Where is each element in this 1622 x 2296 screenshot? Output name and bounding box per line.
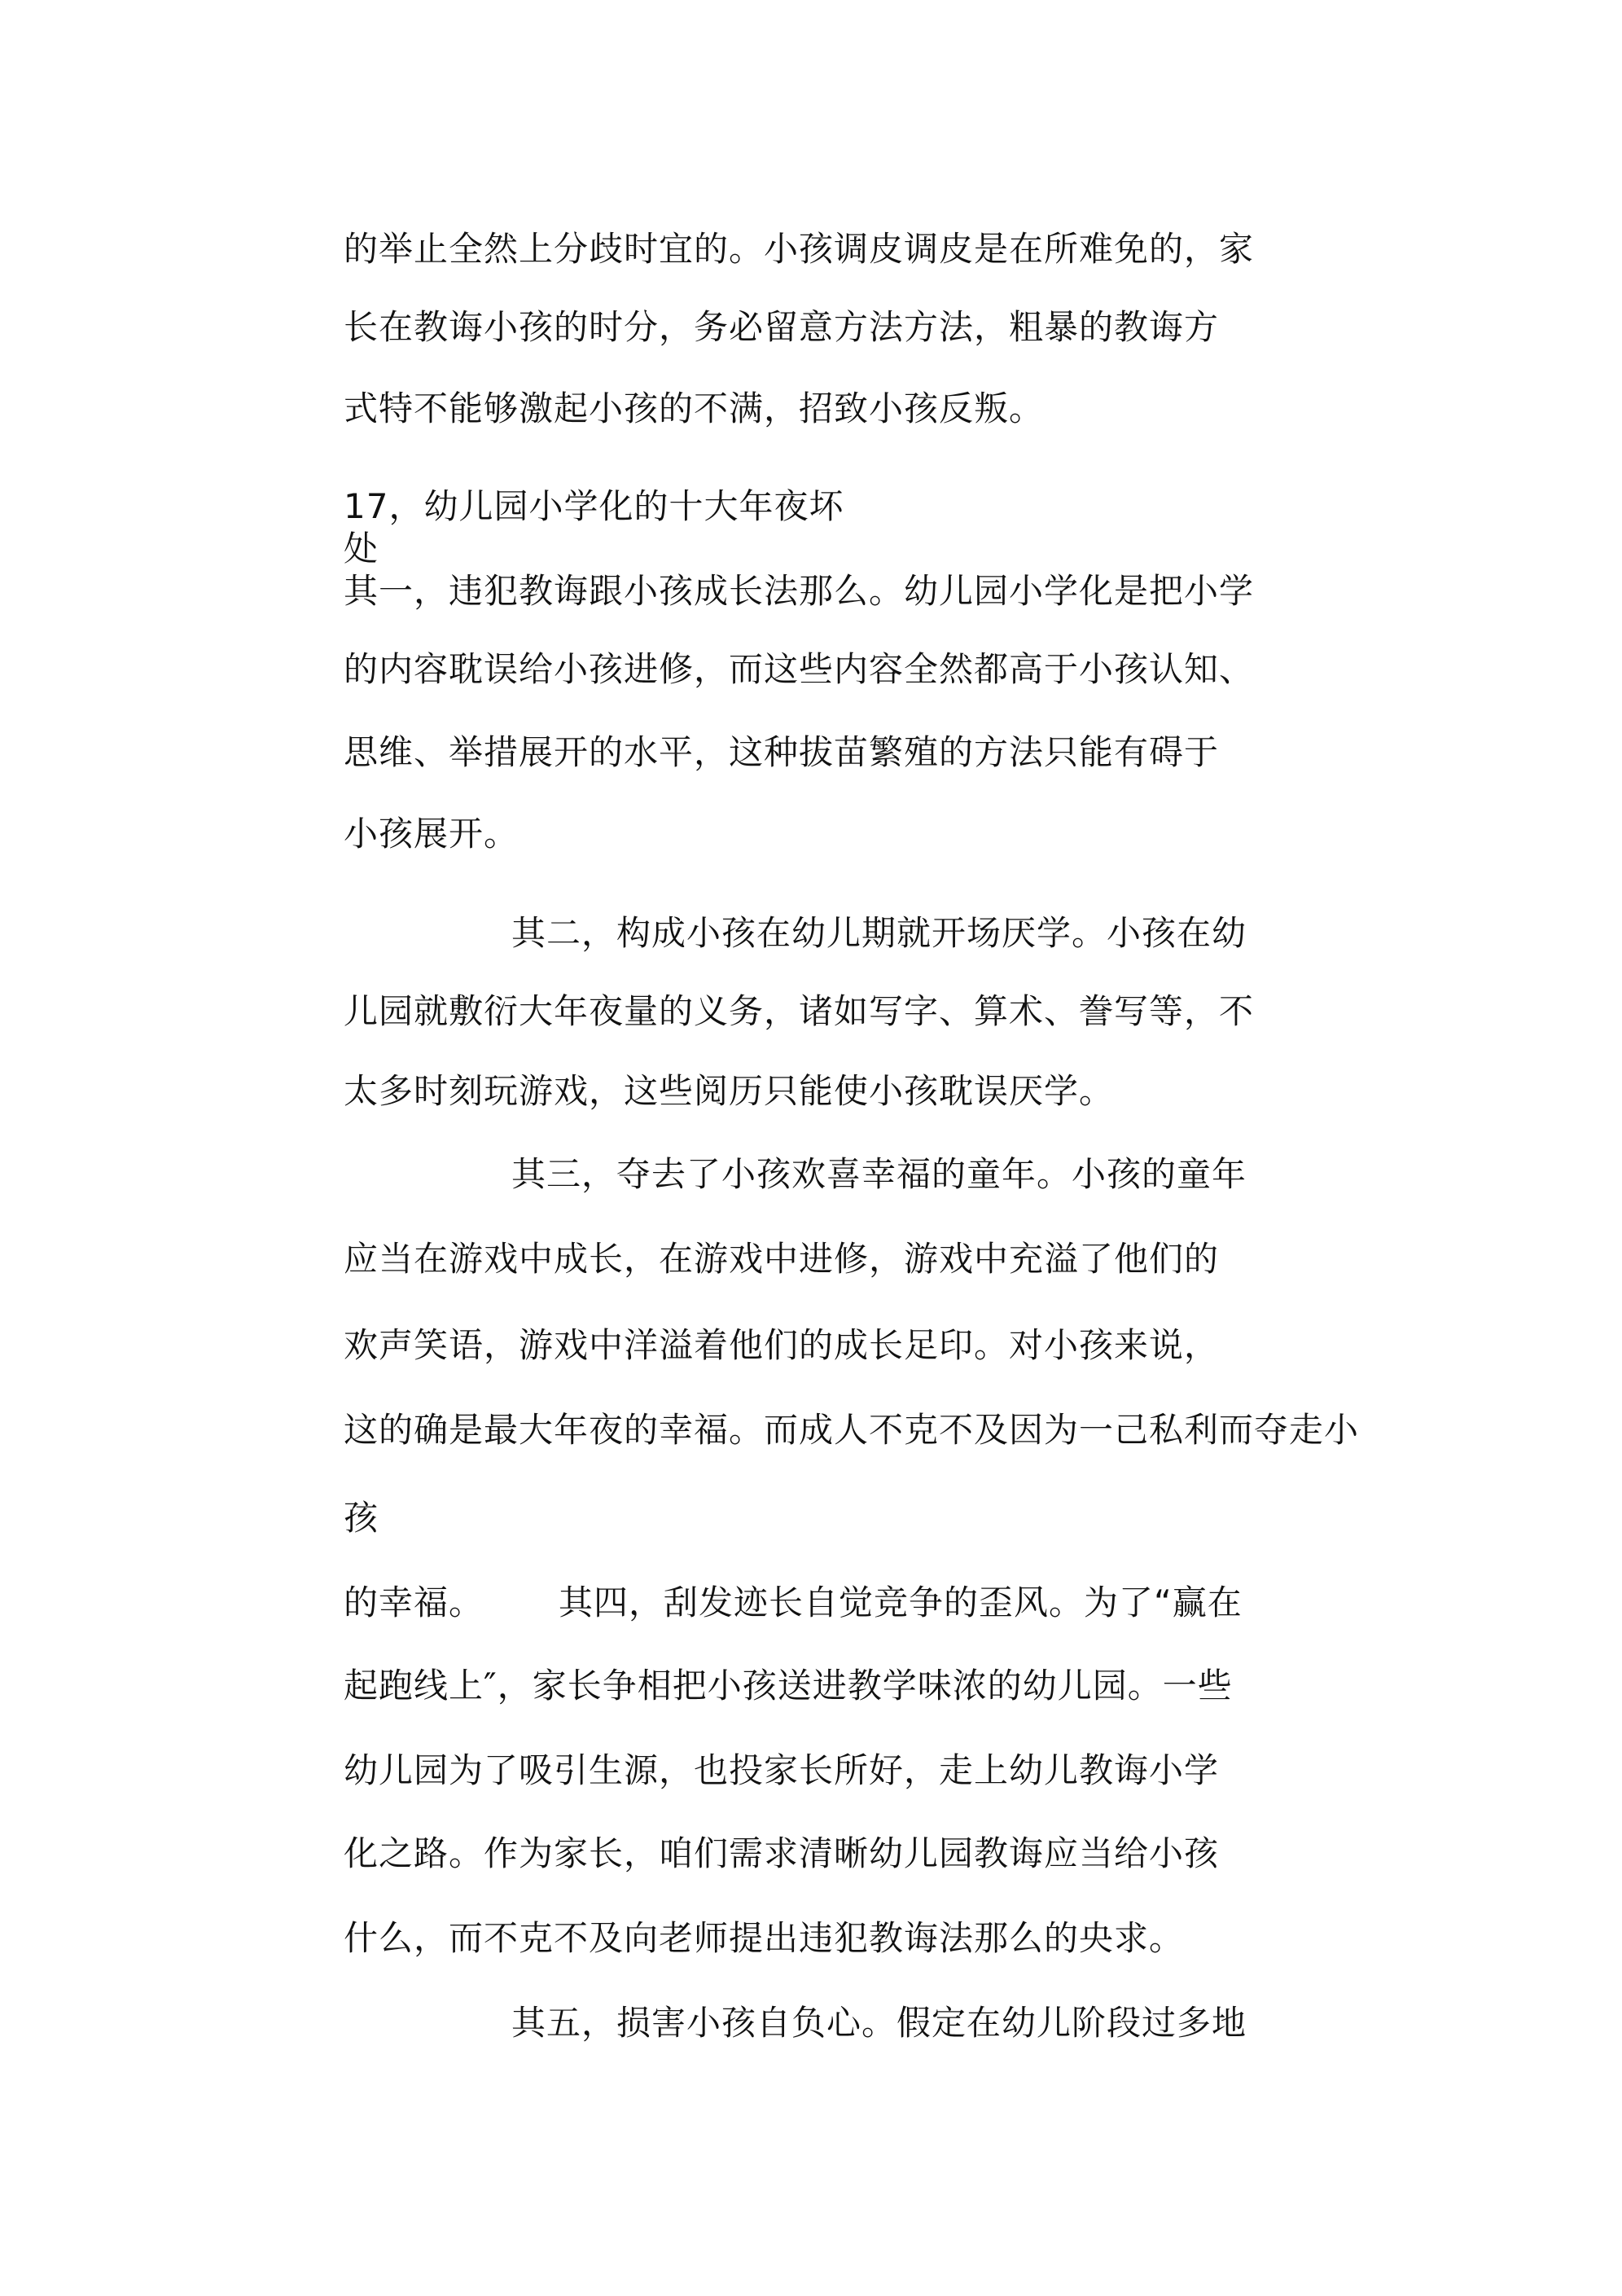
text-line: 其三，夺去了小孩欢喜幸福的童年。小孩的童年	[511, 1154, 1247, 1194]
text-line: 这的确是最大年夜的幸福。而成人不克不及因为一己私利而夺走小	[344, 1410, 1360, 1450]
text-line: 其二，构成小孩在幼儿期就开场厌学。小孩在幼	[511, 913, 1247, 953]
text-line: 长在教诲小孩的时分，务必留意方法方法，粗暴的教诲方	[344, 307, 1220, 347]
text-line: 其一，违犯教诲跟小孩成长法那么。幼儿园小学化是把小学	[344, 571, 1255, 611]
text-line: 什么，而不克不及向老师提出违犯教诲法那么的央求。	[344, 1918, 1185, 1958]
text-line: 幼儿园为了吸引生源，也投家长所好，走上幼儿教诲小学	[344, 1750, 1220, 1790]
text-line: 小孩展开。	[344, 814, 519, 854]
text-line: 的举止全然上分歧时宜的。小孩调皮调皮是在所难免的，家	[344, 229, 1255, 269]
text-line: 化之路。作为家长，咱们需求清晰幼儿园教诲应当给小孩	[344, 1833, 1220, 1873]
text-line: 太多时刻玩游戏，这些阅历只能使小孩耽误厌学。	[344, 1071, 1115, 1111]
text-line: 式特不能够激起小孩的不满，招致小孩反叛。	[344, 389, 1045, 428]
text-line: 欢声笑语，游戏中洋溢着他们的成长足印。对小孩来说，	[344, 1325, 1220, 1365]
text-line: 思维、举措展开的水平，这种拔苗繁殖的方法只能有碍于	[344, 732, 1220, 772]
section-heading-continuation: 处	[344, 529, 379, 569]
text-line: 儿园就敷衍大年夜量的义务，诸如写字、算术、誊写等，不	[344, 991, 1255, 1031]
text-line	[344, 1580, 1243, 1626]
text-line: 孩	[344, 1498, 379, 1538]
text-line: 的内容耽误给小孩进修，而这些内容全然都高于小孩认知、	[344, 649, 1255, 689]
text-fragment: 其四，刮发迹长自觉竞争的歪风。为了“赢在	[559, 1583, 1243, 1622]
text-line: 应当在游戏中成长，在游戏中进修，游戏中充溢了他们的	[344, 1239, 1220, 1279]
text-line: 起跑线上″，家长争相把小孩送进教学味浓的幼儿园。一些	[344, 1666, 1233, 1706]
section-heading: 17，幼儿园小学化的十大年夜坏	[344, 486, 844, 526]
text-line: 其五，损害小孩自负心。假定在幼儿阶段过多地	[511, 2003, 1247, 2043]
text-fragment: 的幸福。	[344, 1583, 484, 1622]
